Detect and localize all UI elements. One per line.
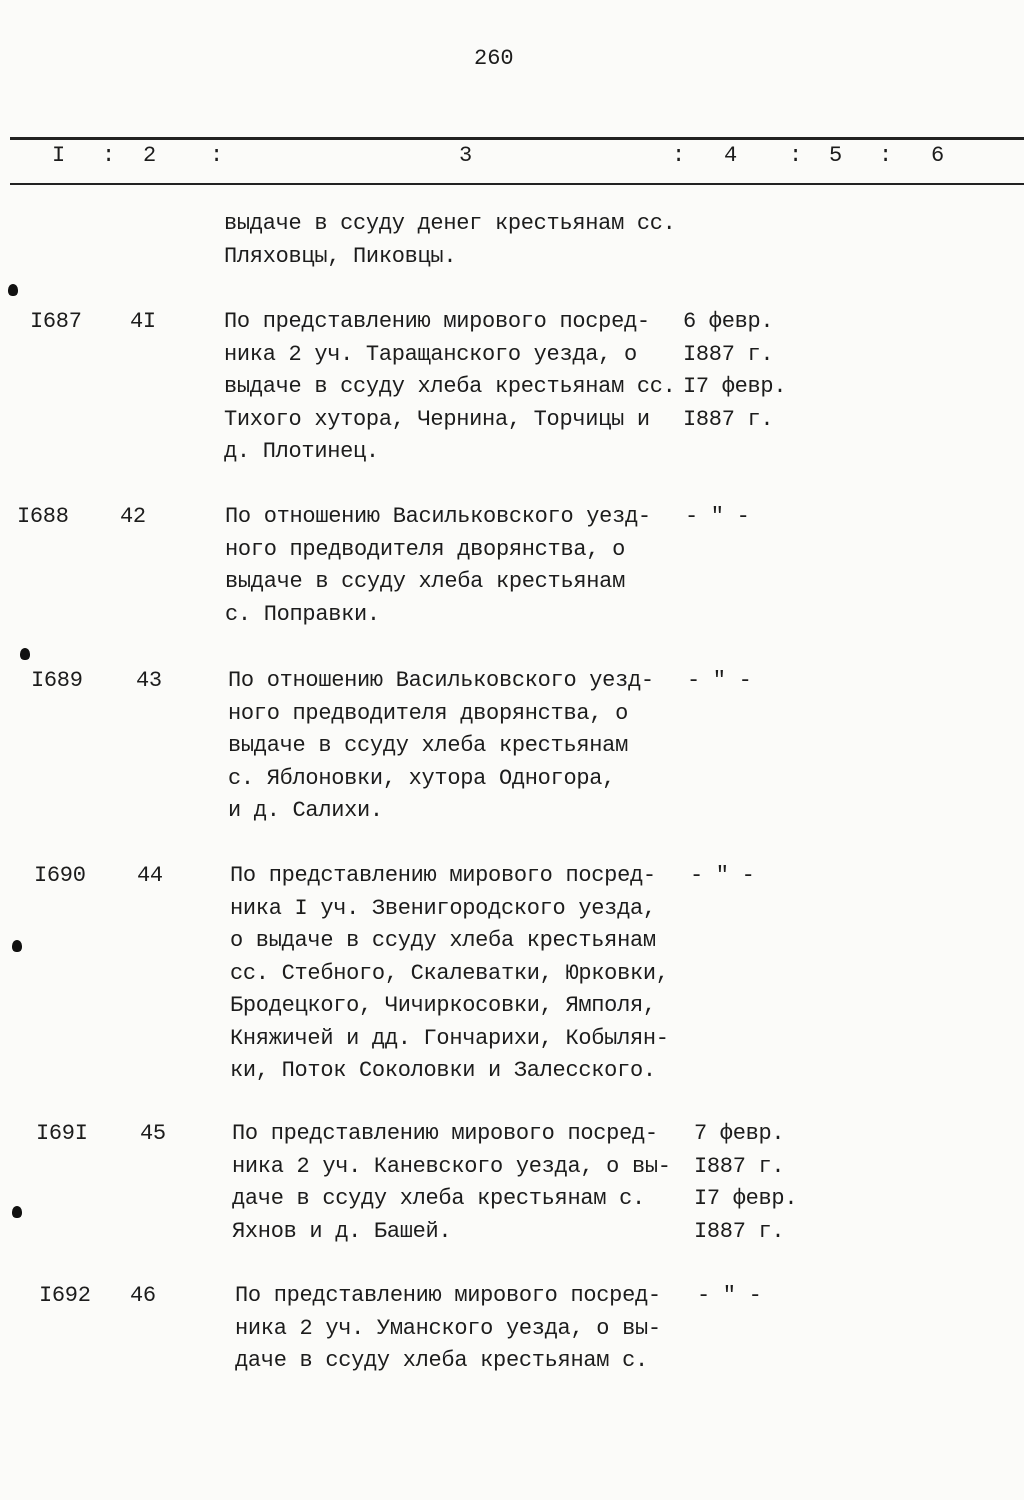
text-line: По представлению мирового посред- xyxy=(224,309,650,334)
text-line: Княжичей и дд. Гончарихи, Кобылян- xyxy=(230,1025,669,1051)
text-line: ного предводителя дворянства, о xyxy=(228,700,628,726)
text-line: даче в ссуду хлеба крестьянам с. xyxy=(232,1186,645,1211)
entry-number: I689 xyxy=(31,668,83,693)
column-separator: : xyxy=(210,143,224,168)
date-line: 6 февр. xyxy=(683,309,774,334)
text-line: д. Плотинец. xyxy=(224,439,379,464)
text-line: ника 2 уч. Уманского уезда, о вы- xyxy=(235,1315,661,1341)
page-number: 260 xyxy=(474,46,514,71)
text-line: ника 2 уч. Таращанского уезда, о xyxy=(224,341,637,367)
text-line: выдаче в ссуду хлеба крестьянам сс. xyxy=(224,374,676,399)
text-line: ного предводителя дворянства, о xyxy=(225,536,625,562)
date-line: I887 г. xyxy=(683,406,774,432)
text-line: Бродецкого, Чичиркосовки, Ямполя, xyxy=(230,993,656,1018)
column-header-4: 4 xyxy=(724,143,738,168)
date-line: I7 февр. xyxy=(683,374,787,399)
text-line: ника I уч. Звенигородского уезда, xyxy=(230,895,656,921)
entry-dates xyxy=(694,1118,797,1248)
date-line: - " - xyxy=(690,863,755,888)
entry-number: I69I xyxy=(36,1121,88,1146)
column-separator: : xyxy=(789,143,803,168)
text-line: и д. Салихи. xyxy=(228,798,383,823)
sheet-number: 45 xyxy=(140,1121,166,1146)
column-separator: : xyxy=(879,143,893,168)
entry-description xyxy=(230,860,669,1088)
text-line: выдаче в ссуду хлеба крестьянам xyxy=(228,733,628,758)
date-line: - " - xyxy=(697,1283,762,1308)
column-header-6: 6 xyxy=(931,143,945,168)
text-line: ника 2 уч. Каневского уезда, о вы- xyxy=(232,1153,671,1179)
text-line: По представлению мирового посред- xyxy=(232,1121,658,1146)
date-line: I887 г. xyxy=(694,1218,785,1244)
sheet-number: 42 xyxy=(120,504,146,529)
entry-dates xyxy=(687,665,752,698)
text-line: По отношению Васильковского уезд- xyxy=(228,668,654,693)
punch-mark xyxy=(20,648,30,660)
punch-mark xyxy=(12,940,22,952)
entry-number: I692 xyxy=(39,1283,91,1308)
sheet-number: 44 xyxy=(137,863,163,888)
text-line: По представлению мирового посред- xyxy=(235,1283,661,1308)
text-line: даче в ссуду хлеба крестьянам с. xyxy=(235,1348,648,1373)
entry-description xyxy=(228,665,654,828)
date-line: I7 февр. xyxy=(694,1186,798,1211)
date-line: 7 февр. xyxy=(694,1121,785,1146)
entry-description xyxy=(235,1280,661,1378)
column-header-5: 5 xyxy=(829,143,843,168)
date-line: I887 г. xyxy=(683,341,774,367)
text-line: ки, Поток Соколовки и Залесского. xyxy=(230,1058,656,1083)
entry-number: I690 xyxy=(34,863,86,888)
text-line: сс. Стебного, Скалеватки, Юрковки, xyxy=(230,960,669,986)
punch-mark xyxy=(8,284,18,296)
text-line: По представлению мирового посред- xyxy=(230,863,656,888)
entry-description xyxy=(225,501,651,631)
entry-dates xyxy=(685,501,750,534)
text-line: Тихого хутора, Чернина, Торчицы и xyxy=(224,406,650,432)
entry-dates xyxy=(690,860,755,893)
text-line: с. Яблоновки, хутора Одногора, xyxy=(228,765,616,791)
entry-dates xyxy=(697,1280,762,1313)
column-separator: : xyxy=(102,143,116,168)
column-header-2: 2 xyxy=(143,143,157,168)
entry-number: I687 xyxy=(30,309,82,334)
column-header-1: I xyxy=(52,143,66,168)
sheet-number: 43 xyxy=(136,668,162,693)
entry-description xyxy=(232,1118,671,1248)
sheet-number: 46 xyxy=(130,1283,156,1308)
text-line: выдаче в ссуду денег крестьянам сс. xyxy=(224,211,676,236)
text-line: с. Поправки. xyxy=(225,601,380,627)
punch-mark xyxy=(12,1206,22,1218)
entry-number: I688 xyxy=(17,504,69,529)
table-header-rule xyxy=(10,183,1024,185)
column-separator: : xyxy=(672,143,686,168)
table-top-rule xyxy=(10,137,1024,140)
text-line: По отношению Васильковского уезд- xyxy=(225,504,651,529)
text-line: Пляховцы, Пиковцы. xyxy=(224,243,457,269)
sheet-number: 4I xyxy=(130,309,156,334)
text-line: Яхнов и д. Башей. xyxy=(232,1218,452,1244)
date-line: I887 г. xyxy=(694,1153,785,1179)
text-line: о выдаче в ссуду хлеба крестьянам xyxy=(230,928,656,953)
date-line: - " - xyxy=(687,668,752,693)
entry-description xyxy=(224,306,676,469)
column-header-3: 3 xyxy=(459,143,473,168)
entry-dates xyxy=(683,306,786,436)
text-line: выдаче в ссуду хлеба крестьянам xyxy=(225,569,625,594)
date-line: - " - xyxy=(685,504,750,529)
continuation-text xyxy=(224,208,676,273)
